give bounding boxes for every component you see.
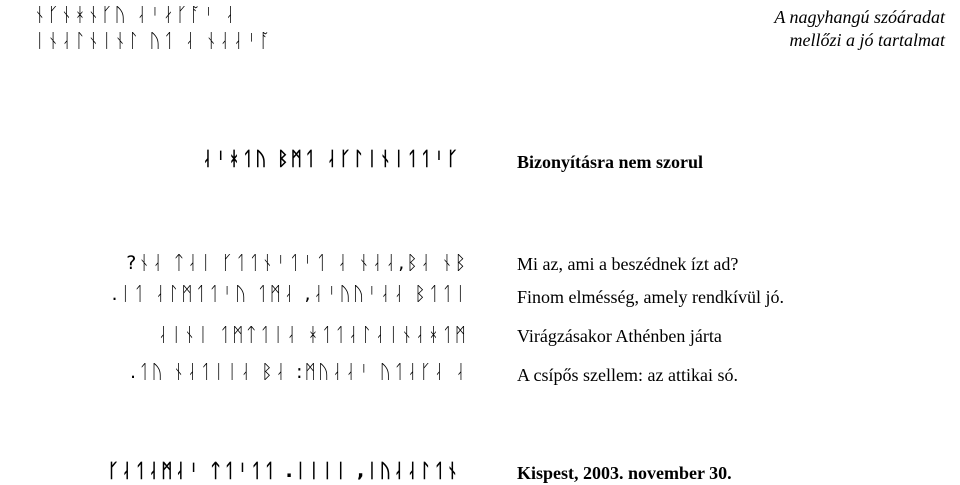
header-latin-line-2: mellőzi a jó tartalmat [789,30,945,50]
verse-latin-line-1: Mi az, ami a beszédnek ízt ad? [517,254,739,274]
subtitle-rune: ᛆᛌᚼᛐᚢ ᛒᛗᛐ ᛆᚴᛚᛁᚾᛁᛐᛐᛌᚴ [201,148,460,170]
verse-latin-line-4: A csípős szellem: az attikai só. [517,365,738,385]
footer-latin: Kispest, 2003. november 30. [517,463,732,483]
header-rune-line-2: ᛁᚾᛆᛚᚾᛁᚾᛚ ᚢᛐ ᛆ ᚾᛆᛆᛌᚪ [34,30,273,52]
verse-rune-line-2: .ᛁᛐ ᛆᛚᛗᛐᛐᛌᚢ ᛐᛗᛆ ,ᛆᛌᚢᚢᛌᛆᛆ ᛒᛐᛐᛁ [111,283,468,305]
footer-rune: ᚴᛆᛐᛆᛗᛆᛌ ᛏᛐᛌᛐᛐ .ᛁᛁᛁᛁ ,ᛁᚢᛆᛆᛚᛐᚾ [107,460,460,482]
verse-rune-line-1: ?ᚾᛆ ᛏᛆᛁ ᚴᛐᛐᚾᛌᛐᛌᛐ ᛆ ᚾᛆᛆ,ᛒᛆ ᚾᛒ [126,252,468,274]
verse-latin-line-2: Finom elmésség, amely rendkívül jó. [517,287,784,307]
verse-rune-line-3: ᛆᛁᚾᛁ ᛐᛗᛏᛐᛁᛆ ᚼᛐᛐᛆᛚᛆᛁᚾᛆᚼᛐᛗ [157,324,468,346]
verse-rune-line-4: .ᛐᚢ ᚾᛆᛐᛁᛁᛆ ᛒᛆ :ᛗᚢᛆᛆᛌ ᚢᛐᛆᚴᛆ ᛆ [129,361,468,383]
verse-latin-line-3: Virágzásakor Athénben járta [517,326,722,346]
subtitle-latin: Bizonyításra nem szorul [517,152,703,172]
header-rune-line-1: ᚾᚴᚾᚼᚾᚴᚢ ᛆᛌᛅᚴᚪᛌ ᛆ [34,4,238,26]
header-latin-line-1: A nagyhangú szóáradat [774,7,945,27]
